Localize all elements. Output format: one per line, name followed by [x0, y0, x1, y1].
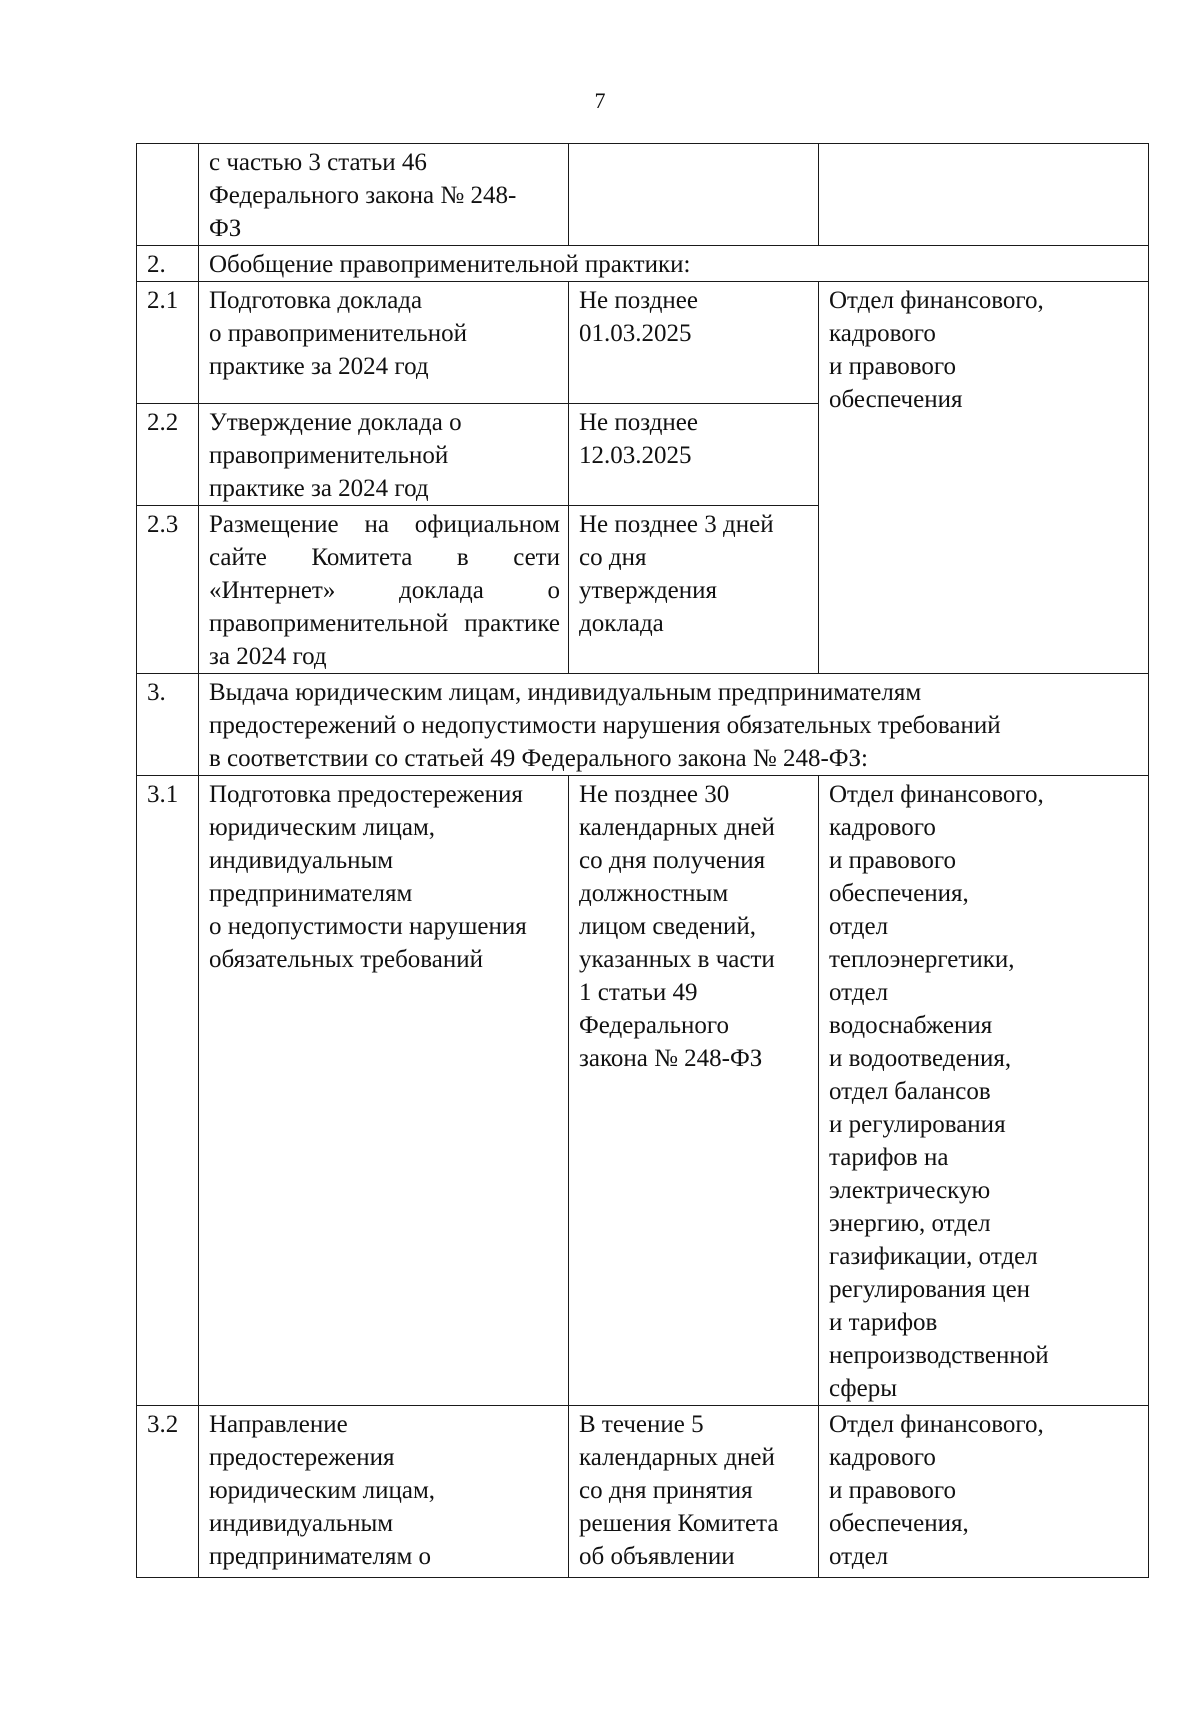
row-number: 3.2 [137, 1406, 199, 1578]
deadline-cell [569, 144, 819, 246]
row-number: 2.3 [137, 506, 199, 674]
section-title: Выдача юридическим лицам, индивидуальным предпринимателям предостережений о недопустимости нарушения обязательных требований в соответствии со статьей 49 Федерального закона № 248-ФЗ: [199, 674, 1149, 776]
deadline-cell: В течение 5 календарных дней со дня принятия решения Комитета об объявлении [569, 1406, 819, 1578]
section-title: Обобщение правоприменительной практики: [199, 246, 1149, 282]
activity-cell: Утверждение доклада о правоприменительной практике за 2024 год [199, 404, 569, 506]
activity-cell: Подготовка предостережения юридическим лицам, индивидуальным предпринимателям о недопустимости нарушения обязательных требований [199, 776, 569, 1406]
row-number [137, 144, 199, 246]
activity-cell: Направление предостережения юридическим лицам, индивидуальным предпринимателям о [199, 1406, 569, 1578]
deadline-cell: Не позднее 3 дней со дня утверждения доклада [569, 506, 819, 674]
activity-cell: Подготовка доклада о правоприменительной практике за 2024 год [199, 282, 569, 404]
deadline-cell: Не позднее 30 календарных дней со дня получения должностным лицом сведений, указанных в части 1 статьи 49 Федерального закона № 248-ФЗ [569, 776, 819, 1406]
responsible-cell: Отдел финансового, кадрового и правового обеспечения, отдел [819, 1406, 1149, 1578]
activity-cell: с частью 3 статьи 46 Федерального закона № 248- ФЗ [199, 144, 569, 246]
row-number: 2.2 [137, 404, 199, 506]
table-row [137, 1406, 1149, 1578]
page-number: 7 [594, 88, 606, 113]
deadline-cell: Не позднее 12.03.2025 [569, 404, 819, 506]
responsible-cell: Отдел финансового, кадрового и правового обеспечения [819, 282, 1149, 674]
table-row [137, 282, 1149, 404]
measures-table [136, 143, 1149, 1578]
table-row [137, 776, 1149, 1406]
deadline-cell: Не позднее 01.03.2025 [569, 282, 819, 404]
section-number: 2. [137, 246, 199, 282]
section-row [137, 674, 1149, 776]
table-row [137, 144, 1149, 246]
row-number: 3.1 [137, 776, 199, 1406]
responsible-cell: Отдел финансового, кадрового и правового обеспечения, отдел теплоэнергетики, отдел водоснабжения и водоотведения, отдел балансов и регулирования тарифов на электрическую энергию, отдел газификации, отдел регулирования цен и тарифов непроизводственной сферы [819, 776, 1149, 1406]
row-number: 2.1 [137, 282, 199, 404]
section-row [137, 246, 1149, 282]
activity-cell: Размещение на официальном сайте Комитета в сети «Интернет» доклада о правоприменительной практике за 2024 год [199, 506, 569, 674]
responsible-cell [819, 144, 1149, 246]
section-number: 3. [137, 674, 199, 776]
